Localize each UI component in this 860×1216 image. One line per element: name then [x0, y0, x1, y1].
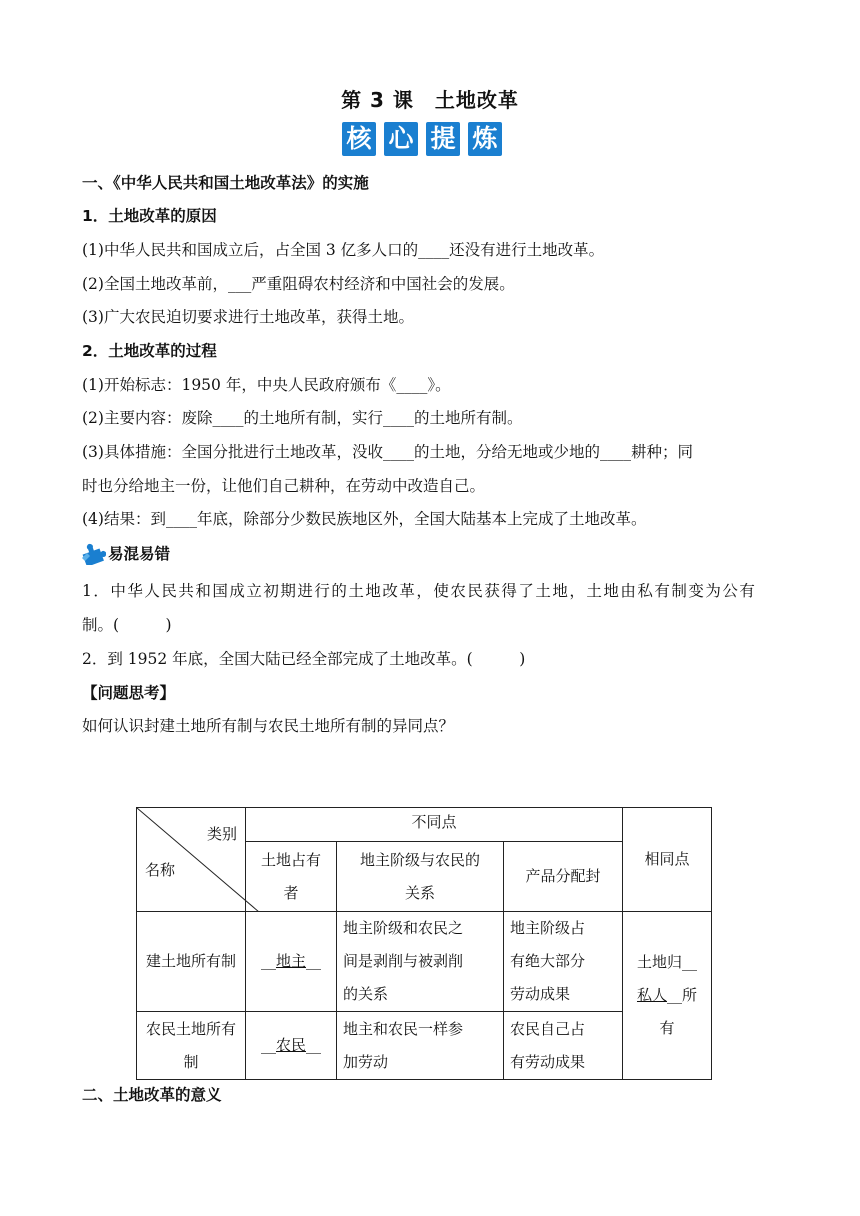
row-name: 建土地所有制	[137, 912, 246, 1012]
banner-char: 心	[384, 122, 418, 156]
owner-cell: __农民__	[246, 1012, 337, 1080]
error-item-cont: 制。( )	[82, 616, 172, 634]
owner-cell: __地主__	[246, 912, 337, 1012]
col-relation-header: 地主阶级与农民的 关系	[337, 842, 504, 912]
page-title: 第 3 课 土地改革	[341, 88, 519, 112]
text-line: (3)广大农民迫切要求进行土地改革，获得土地。	[82, 308, 414, 326]
relation-cell: 地主和农民一样参 加劳动	[337, 1012, 504, 1080]
col-distribution-header: 产品分配封	[504, 842, 623, 912]
puzzle-icon	[80, 543, 106, 565]
text-line: 时也分给地主一份，让他们自己耕种，在劳动中改造自己。	[82, 477, 486, 495]
text-line: (1)中华人民共和国成立后，占全国 3 亿多人口的____还没有进行土地改革。	[82, 241, 605, 259]
question-heading: 【问题思考】	[82, 684, 176, 702]
subheading-causes: 1．土地改革的原因	[82, 207, 217, 225]
corner-cell	[137, 808, 246, 912]
section-heading-1: 一、《中华人民共和国土地改革法》的实施	[82, 174, 369, 192]
text-line: (3)具体措施：全国分批进行土地改革，没收____的土地，分给无地或少地的____耕种；同	[82, 443, 693, 461]
text-line: (2)全国土地改革前，___严重阻碍农村经济和中国社会的发展。	[82, 275, 515, 293]
errors-heading: 易混易错	[108, 545, 171, 563]
banner-char: 核	[342, 122, 376, 156]
text-line: (1)开始标志：1950 年，中央人民政府颁布《____》。	[82, 376, 451, 394]
same-header: 相同点	[623, 808, 712, 912]
question-text: 如何认识封建土地所有制与农民土地所有制的异同点？	[82, 717, 455, 735]
corner-top-label: 类别	[206, 825, 237, 843]
distribution-cell: 地主阶级占 有绝大部分 劳动成果	[504, 912, 623, 1012]
banner-char: 炼	[468, 122, 502, 156]
diff-header: 不同点	[246, 808, 623, 842]
distribution-cell: 农民自己占 有劳动成果	[504, 1012, 623, 1080]
comparison-table	[136, 807, 712, 1080]
corner-bottom-label: 名称	[145, 861, 176, 879]
text-line: (4)结果：到____年底，除部分少数民族地区外，全国大陆基本上完成了土地改革。	[82, 510, 647, 528]
banner-char: 提	[426, 122, 460, 156]
text-line: (2)主要内容：废除____的土地所有制，实行____的土地所有制。	[82, 409, 523, 427]
col-owner-header: 土地占有 者	[246, 842, 337, 912]
core-summary-banner	[342, 122, 502, 156]
section-heading-2: 二、土地改革的意义	[82, 1086, 222, 1104]
same-cell: 土地归__ 私人__所 有	[623, 912, 712, 1080]
relation-cell: 地主阶级和农民之 间是剥削与被剥削 的关系	[337, 912, 504, 1012]
subheading-process: 2．土地改革的过程	[82, 342, 217, 360]
error-item: 1．中华人民共和国成立初期进行的土地改革，使农民获得了土地，土地由私有制变为公有	[82, 582, 757, 600]
row-name: 农民土地所有 制	[137, 1012, 246, 1080]
error-item: 2．到 1952 年底，全国大陆已经全部完成了土地改革。( )	[82, 650, 526, 668]
